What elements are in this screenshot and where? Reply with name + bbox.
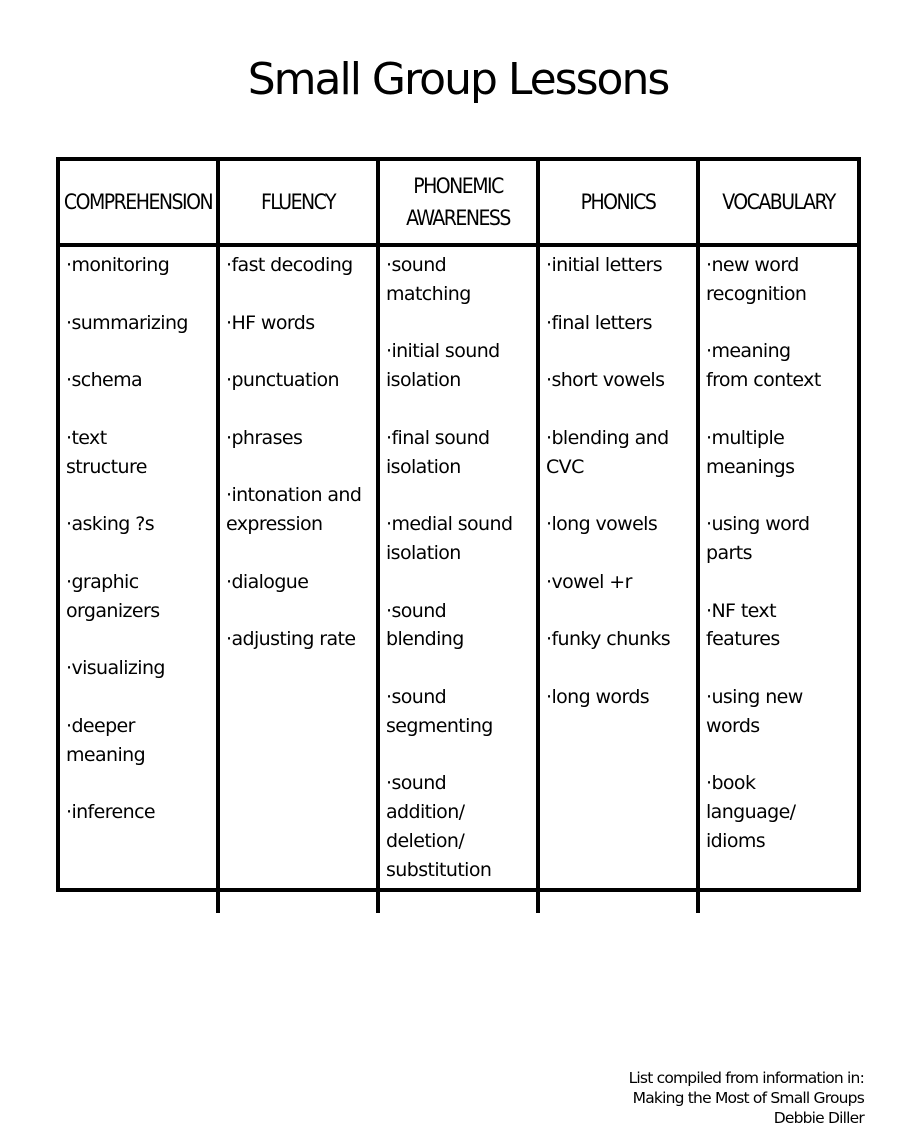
lesson-item: ·NF text features [706,599,780,651]
lesson-item: ·short vowels [546,369,665,392]
lesson-item: ·fast decoding [226,254,353,276]
lesson-item: ·long words [546,685,650,708]
lesson-item: ·initial letters [546,254,662,276]
lesson-item: ·vowel +r [546,570,632,593]
column-header-fluency: FLUENCY [220,161,380,247]
column-vocabulary [700,247,857,913]
lesson-item: ·HF words [226,311,315,334]
lesson-item: ·using new words [706,685,803,737]
lesson-item: ·dialogue [226,570,309,593]
page-title: Small Group Lessons [247,54,669,105]
source-credit-line: List compiled from information in: [628,1069,864,1087]
column-phonics [540,247,700,913]
lesson-item: ·new word recognition [706,254,807,305]
lesson-item: ·inference [66,801,156,824]
lesson-item: ·phrases [226,426,303,449]
column-header-vocabulary: VOCABULARY [700,161,857,247]
lesson-item: ·asking ?s [66,513,154,536]
lesson-item: ·book language/ idioms [706,772,796,852]
lesson-item: ·deeper meaning [66,714,146,766]
column-phonemic-awareness [380,247,540,913]
lesson-item: ·blending and CVC [546,426,669,478]
lesson-item: ·meaning from context [706,340,821,392]
column-header-phonemic-awareness: PHONEMIC AWARENESS [380,161,540,247]
lesson-item: ·monitoring [66,254,170,276]
lesson-item: ·punctuation [226,369,339,392]
lesson-item: ·sound segmenting [386,685,493,737]
source-credit [629,1068,864,1128]
lesson-item: ·sound matching [386,254,471,305]
lesson-item: ·initial sound isolation [386,340,500,392]
lesson-item: ·intonation and expression [226,484,362,536]
column-header-comprehension: COMPREHENSION [60,161,220,247]
lesson-item: ·using word parts [706,513,810,564]
lesson-item: ·sound addition/ deletion/ substitution [386,772,492,881]
source-book-title: Making the Most of Small Groups [632,1089,864,1107]
source-author: Debbie Diller [773,1109,864,1127]
lesson-item: ·medial sound isolation [386,513,513,564]
lesson-item: ·visualizing [66,657,165,680]
lesson-item: ·final letters [546,311,652,334]
lesson-item: ·funky chunks [546,628,671,651]
lesson-item: ·schema [66,369,143,392]
lessons-table [56,157,861,892]
column-header-phonics: PHONICS [540,161,700,247]
column-comprehension [60,247,220,913]
column-fluency [220,247,380,913]
lesson-item: ·graphic organizers [66,570,160,622]
lesson-item: ·long vowels [546,513,658,536]
lesson-item: ·multiple meanings [706,426,795,478]
lesson-item: ·final sound isolation [386,426,490,478]
lesson-item: ·text structure [66,426,147,478]
lesson-item: ·adjusting rate [226,628,356,651]
lesson-item: ·sound blending [386,599,464,651]
lesson-item: ·summarizing [66,311,188,334]
